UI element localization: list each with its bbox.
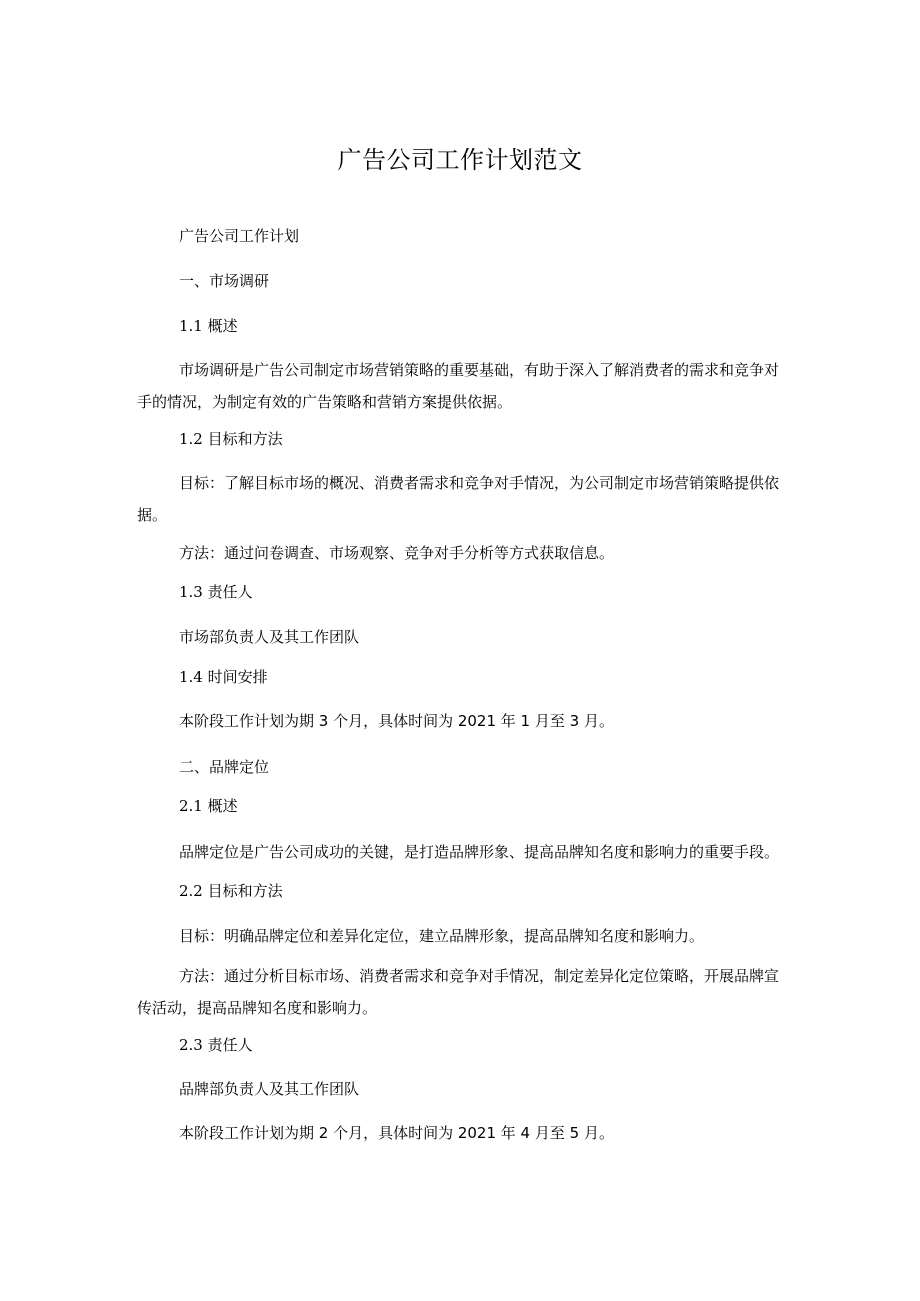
document-subtitle: 广告公司工作计划 (179, 227, 300, 245)
paragraph-2-1: 品牌定位是广告公司成功的关键，是打造品牌形象、提高品牌知名度和影响力的重要手段。 (179, 843, 780, 861)
paragraph-2-3: 品牌部负责人及其工作团队 (179, 1080, 360, 1098)
subsection-heading-1-4: 1.4 时间安排 (179, 668, 268, 686)
paragraph-1-2-goal: 目标：了解目标市场的概况、消费者需求和竞争对手情况，为公司制定市场营销策略提供依据。 (137, 474, 780, 524)
section-heading-2: 二、品牌定位 (179, 758, 270, 776)
subsection-heading-2-2: 2.2 目标和方法 (179, 882, 283, 900)
subsection-heading-1-3: 1.3 责任人 (179, 583, 253, 601)
subsection-heading-1-1: 1.1 概述 (179, 317, 238, 335)
paragraph-1-3: 市场部负责人及其工作团队 (179, 628, 360, 646)
subsection-heading-2-3: 2.3 责任人 (179, 1036, 253, 1054)
paragraph-1-4: 本阶段工作计划为期 3 个月，具体时间为 2021 年 1 月至 3 月。 (179, 712, 614, 730)
paragraph-2-2-method: 方法：通过分析目标市场、消费者需求和竞争对手情况，制定差异化定位策略，开展品牌宣传活动，提高品牌知名度和影响力。 (137, 967, 780, 1017)
paragraph-2-4: 本阶段工作计划为期 2 个月，具体时间为 2021 年 4 月至 5 月。 (179, 1124, 614, 1142)
subsection-heading-1-2: 1.2 目标和方法 (179, 430, 283, 448)
paragraph-1-2-method: 方法：通过问卷调查、市场观察、竞争对手分析等方式获取信息。 (179, 544, 615, 562)
section-heading-1: 一、市场调研 (179, 272, 270, 290)
document-title: 广告公司工作计划范文 (337, 146, 583, 174)
paragraph-1-1: 市场调研是广告公司制定市场营销策略的重要基础，有助于深入了解消费者的需求和竞争对手的情况，为制定有效的广告策略和营销方案提供依据。 (137, 361, 780, 411)
paragraph-2-2-goal: 目标：明确品牌定位和差异化定位，建立品牌形象，提高品牌知名度和影响力。 (179, 927, 705, 945)
subsection-heading-2-1: 2.1 概述 (179, 797, 238, 815)
